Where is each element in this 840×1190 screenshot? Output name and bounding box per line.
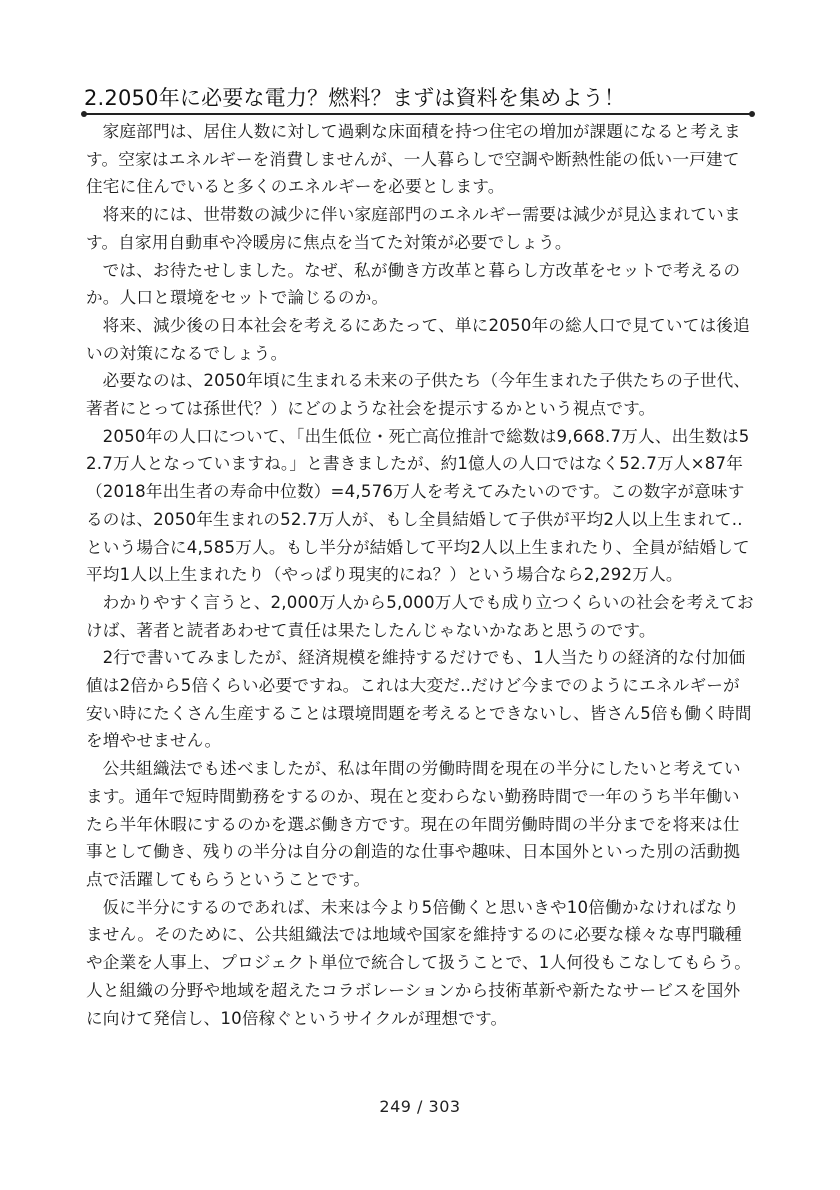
title-underline-divider bbox=[84, 113, 752, 115]
paragraph: 公共組織法でも述べましたが、私は年間の労働時間を現在の半分にしたいと考えています。通年で短時間勤務をするのか、現在と変わらない勤務時間で一年のうち半年働いたら半年休暇にするのかを選ぶ働き方です。現在の年間労働時間の半分までを将来は仕事として働き、残りの半分は自分の創造的な仕事や趣味、日本国外といった別の活動拠点で活躍してもらうということです。 bbox=[86, 759, 741, 889]
page-number: 249 / 303 bbox=[379, 1097, 461, 1116]
paragraph: 必要なのは、2050年頃に生まれる未来の子供たち（今年生まれた子供たちの子世代、著者にとっては孫世代？）にどのような社会を提示するかという視点です。 bbox=[86, 371, 751, 419]
paragraph: 仮に半分にするのであれば、未来は今より5倍働くと思いきや10倍働かなければなりません。そのために、公共組織法では地域や国家を維持するのに必要な様々な専門職種や企業を人事上、プロジェクト単位で統合して扱うことで、1人何役もこなしてもらう。人と組織の分野や地域を超えたコラボレーションから技術革新や新たなサービスを国外に向けて発信し、10倍稼ぐというサイクルが理想です。 bbox=[86, 897, 752, 1028]
paragraph: では、お待たせしました。なぜ、私が働き方改革と暮らし方改革をセットで考えるのか。人口と環境をセットで論じるのか。 bbox=[86, 260, 741, 308]
section-header bbox=[84, 84, 756, 115]
paragraph: 2050年の人口について、「出生低位・死亡高位推計で総数は9,668.7万人、出生数は52.7万人となっていますね。」と書きましたが、約1億人の人口ではなく52.7万人×87年（2018年出生者の寿命中位数）=4,576万人を考えてみたいのです。この数字が意味するのは、2050年生まれの52.7万人が、もし全員結婚して子供が平均2人以上生まれて..という場合に4,585万人。もし半分が結婚して平均2人以上生まれたり、全員が結婚して平均1人以上生まれたり（やっぱり現実的にね？）という場合なら2,292万人。 bbox=[86, 426, 750, 585]
paragraph: 将来的には、世帯数の減少に伴い家庭部門のエネルギー需要は減少が見込まれています。自家用自動車や冷暖房に焦点を当てた対策が必要でしょう。 bbox=[86, 205, 741, 252]
paragraph: わかりやすく言うと、2,000万人から5,000万人でも成り立つくらいの社会を考えておけば、著者と読者あわせて責任は果たしたんじゃないかなあと思うのです。 bbox=[86, 592, 754, 640]
section-title: 2.2050年に必要な電力？燃料？まずは資料を集めよう！ bbox=[84, 86, 626, 110]
paragraph: 家庭部門は、居住人数に対して過剰な床面積を持つ住宅の増加が課題になると考えます。空家はエネルギーを消費しませんが、一人暮らしで空調や断熱性能の低い一戸建て住宅に住んでいると多くのエネルギーを必要とします。 bbox=[86, 122, 741, 197]
paragraph: 将来、減少後の日本社会を考えるにあたって、単に2050年の総人口で見ていては後追いの対策になるでしょう。 bbox=[86, 315, 750, 363]
paragraph: 2行で書いてみましたが、経済規模を維持するだけでも、1人当たりの経済的な付加価値は2倍から5倍くらい必要ですね。これは大変だ..だけど今までのようにエネルギーが安い時にたくさん生産することは環境問題を考えるとできないし、皆さん5倍も働く時間を増やせません。 bbox=[86, 648, 752, 751]
body-text bbox=[86, 118, 754, 1032]
